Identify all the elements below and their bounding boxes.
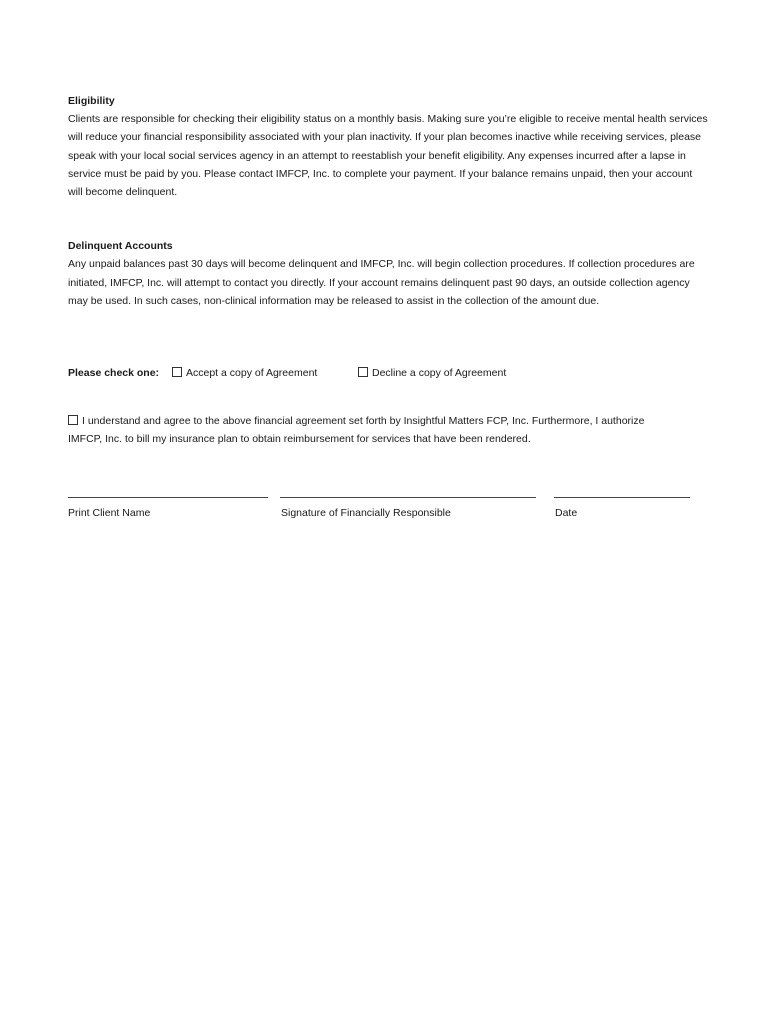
date-line[interactable] xyxy=(554,497,690,498)
decline-copy-label: Decline a copy of Agreement xyxy=(372,367,507,379)
signature-line[interactable] xyxy=(280,497,536,498)
check-one-row xyxy=(68,364,708,382)
decline-checkbox[interactable] xyxy=(358,367,368,377)
delinquent-body: Any unpaid balances past 30 days will become delinquent and IMFCP, Inc. will begin collection procedures. If collection procedures are initiated, IMFCP, Inc. will attempt to contact you directly. If your account remains delinquent past 90 days, an outside collection agency may be used. In such cases, non-clinical information may be released to assist in the collection of the amount due. xyxy=(68,258,695,307)
agreement-checkbox[interactable] xyxy=(68,415,78,425)
eligibility-heading: Eligibility xyxy=(68,95,115,107)
delinquent-heading: Delinquent Accounts xyxy=(68,240,173,253)
delinquent-section xyxy=(68,237,708,310)
policy-text xyxy=(68,92,708,310)
agreement-statement[interactable] xyxy=(68,412,668,448)
accept-copy-option[interactable] xyxy=(172,364,317,382)
client-name-line[interactable] xyxy=(68,497,268,498)
check-one-label: Please check one: xyxy=(68,367,160,379)
signature-caption: Signature of Financially Responsible xyxy=(281,507,451,519)
client-name-caption: Print Client Name xyxy=(68,507,151,519)
eligibility-body: Clients are responsible for checking their eligibility status on a monthly basis. Making sure you’re eligible to receive mental health services will reduce your financial responsibility associated with your plan inactivity. If your plan becomes inactive while receiving services, please speak with your local social services agency in an attempt to reestablish your benefit eligibility. Any expenses incurred after a lapse in service must be paid by you. Please contact IMFCP, Inc. to complete your payment. If your balance remains unpaid, then your account will become delinquent. xyxy=(68,113,708,199)
accept-checkbox[interactable] xyxy=(172,367,182,377)
signature-block xyxy=(0,484,770,524)
agreement-text: I understand and agree to the above financial agreement set forth by Insightful Matters FCP, Inc. Furthermore, I authorize IMFCP, Inc. to bill my insurance plan to obtain reimbursement for services that have been rendered. xyxy=(68,415,645,446)
date-caption: Date xyxy=(555,507,578,519)
eligibility-section xyxy=(68,92,708,201)
accept-copy-label: Accept a copy of Agreement xyxy=(186,367,318,379)
decline-copy-option[interactable] xyxy=(358,364,506,382)
